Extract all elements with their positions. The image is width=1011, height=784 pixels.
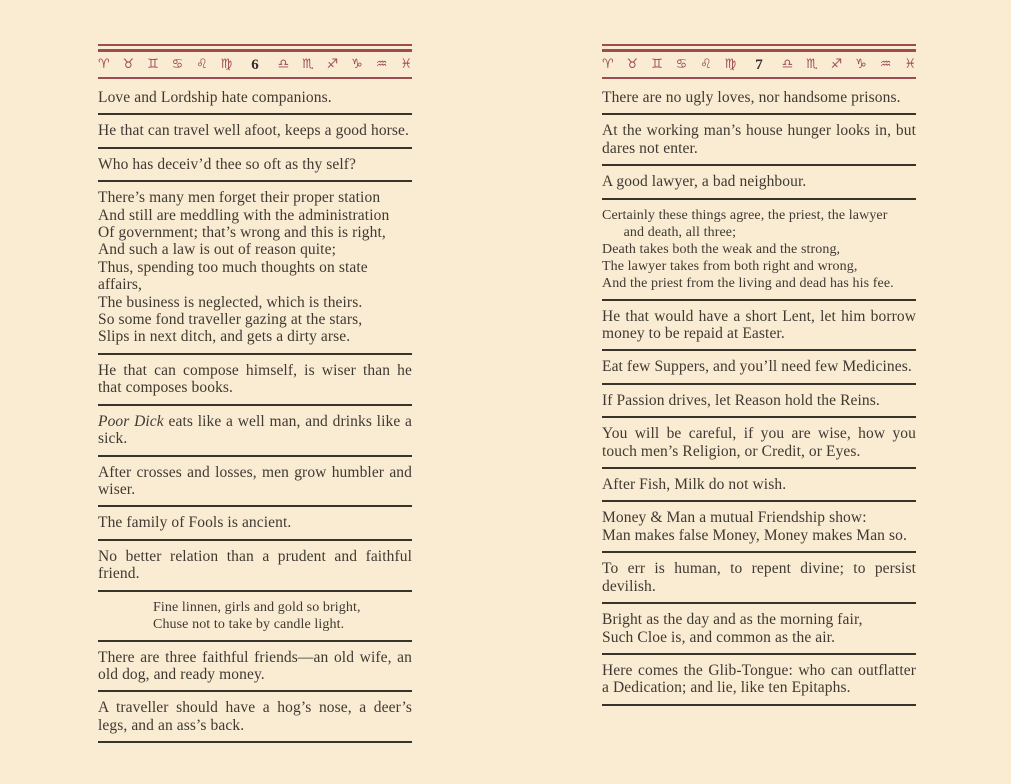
italic-phrase: Poor Dick: [98, 412, 164, 430]
verse-line: The business is neglected, which is theirs.: [98, 293, 363, 311]
verse-block: [98, 182, 412, 353]
aphorism-entry: [98, 82, 412, 115]
zodiac-ornament-icon: ♒: [879, 57, 892, 72]
aphorism-entry: [602, 469, 916, 502]
band-rule-top: [98, 44, 412, 46]
aphorism-text: Poor Dick eats like a well man, and drinks like a sick.: [98, 412, 412, 448]
aphorism-entry: [98, 115, 412, 148]
verse-block: [602, 502, 916, 551]
verse-block: [98, 592, 412, 640]
zodiac-ornament-icon: ♎: [781, 57, 794, 72]
zodiac-ornament-icon: ♈: [98, 57, 110, 72]
aphorism-entry: [98, 692, 412, 743]
verse-line: Certainly these things agree, the priest, the lawyer: [602, 207, 888, 223]
ornament-row: [602, 57, 916, 73]
verse-line: And such a law is out of reason quite;: [98, 241, 336, 259]
verse-line: Money & Man a mutual Friendship show:: [602, 509, 867, 527]
zodiac-ornament-icon: ♑: [351, 57, 363, 72]
verse-line: Slips in next ditch, and gets a dirty arse.: [98, 328, 351, 346]
aphorism-text: No better relation than a prudent and faithful friend.: [98, 547, 412, 583]
zodiac-ornament-icon: ♒: [375, 57, 388, 72]
aphorism-text: Eat few Suppers, and you’ll need few Medicines.: [602, 358, 912, 376]
aphorism-entry: [602, 655, 916, 706]
verse-line: Of government; that’s wrong and this is right,: [98, 224, 386, 242]
aphorism-text: He that can travel well afoot, keeps a good horse.: [98, 122, 410, 140]
aphorism-entry: [602, 166, 916, 199]
aphorism-entry: [602, 301, 916, 352]
aphorism-entry: [98, 457, 412, 508]
zodiac-ornament-icon: ♌: [196, 57, 208, 72]
zodiac-ornament-icon: ♍: [220, 57, 233, 72]
zodiac-ornament-icon: ♋: [675, 57, 688, 72]
aphorism-entry: [602, 82, 916, 115]
aphorism-entry: [98, 541, 412, 592]
zodiac-ornament-icon: ♊: [651, 57, 663, 72]
verse-line: The lawyer takes from both right and wrong,: [602, 258, 858, 274]
aphorism-entry: [98, 592, 412, 642]
aphorism-text: Who has deceiv’d thee so oft as thy self?: [98, 155, 357, 173]
entries-list: [98, 79, 412, 743]
aphorism-entry: [602, 115, 916, 166]
zodiac-ornament-icon: ♐: [830, 57, 843, 72]
verse-line: Death takes both the weak and the strong,: [602, 241, 841, 257]
aphorism-entry: [602, 418, 916, 469]
aphorism-entry: [98, 406, 412, 457]
aphorism-entry: [602, 351, 916, 384]
verse-line: Man makes false Money, Money makes Man so.: [602, 526, 907, 544]
page-number: 6: [251, 57, 259, 73]
aphorism-entry: [98, 149, 412, 182]
zodiac-ornament-icon: ♌: [700, 57, 712, 72]
zodiac-ornament-icon: ♈: [602, 57, 614, 72]
aphorism-text: You will be careful, if you are wise, how you touch men’s Religion, or Credit, or Eyes.: [602, 425, 916, 460]
aphorism-text: There are no ugly loves, nor handsome prisons.: [602, 89, 901, 106]
aphorism-text: After crosses and losses, men grow humbler and wiser.: [98, 463, 412, 498]
aphorism-text: Here comes the Glib-Tongue: who can outflatter a Dedication; and lie, like ten Epitaphs.: [602, 661, 916, 697]
entries-list: [602, 79, 916, 706]
zodiac-ornament-icon: ♓: [904, 57, 916, 72]
band-rule-top: [602, 44, 916, 46]
aphorism-text: He that can compose himself, is wiser than he that composes books.: [98, 361, 412, 397]
verse-line: Thus, spending too much thoughts on state affairs,: [98, 258, 372, 294]
aphorism-text: Love and Lordship hate companions.: [98, 89, 332, 106]
page-number: 7: [755, 57, 763, 73]
verse-line: Fine linnen, girls and gold so bright,: [153, 599, 361, 615]
zodiac-ornament-icon: ♑: [855, 57, 867, 72]
aphorism-text: A traveller should have a hog’s nose, a deer’s legs, and an ass’s back.: [98, 699, 412, 734]
aphorism-text: At the working man’s house hunger looks in, but dares not enter.: [602, 122, 916, 157]
band-rule-upper: [98, 49, 412, 52]
separator-rule: [98, 741, 412, 743]
zodiac-ornament-icon: ♉: [626, 57, 639, 72]
aphorism-entry: [602, 553, 916, 604]
band-rule-upper: [602, 49, 916, 52]
aphorism-text: A good lawyer, a bad neighbour.: [602, 173, 807, 191]
verse-line: And the priest from the living and dead has his fee.: [602, 275, 894, 291]
aphorism-entry: [98, 182, 412, 355]
aphorism-text: The family of Fools is ancient.: [98, 514, 292, 532]
aphorism-entry: [98, 507, 412, 540]
verse-block: [602, 200, 916, 299]
aphorism-entry: [602, 604, 916, 655]
verse-line: Bright as the day and as the morning fair,: [602, 611, 863, 629]
page-header: [602, 44, 916, 79]
verse-line: and death, all three;: [602, 224, 737, 240]
aphorism-entry: [602, 385, 916, 418]
aphorism-text: After Fish, Milk do not wish.: [602, 476, 787, 494]
verse-line: There’s many men forget their proper station: [98, 189, 381, 207]
zodiac-ornament-icon: ♊: [147, 57, 159, 72]
page-left: [98, 44, 412, 743]
aphorism-entry: [602, 502, 916, 553]
zodiac-ornament-icon: ♋: [171, 57, 184, 72]
zodiac-ornament-icon: ♍: [724, 57, 737, 72]
aphorism-text: To err is human, to repent divine; to persist devilish.: [602, 560, 916, 595]
page-right: [602, 44, 916, 706]
aphorism-entry: [98, 642, 412, 693]
verse-line: And still are meddling with the administration: [98, 206, 390, 224]
separator-rule: [602, 704, 916, 706]
aphorism-text: He that would have a short Lent, let him borrow money to be repaid at Easter.: [602, 307, 916, 343]
zodiac-ornament-icon: ♏: [806, 57, 818, 72]
aphorism-entry: [602, 200, 916, 301]
zodiac-ornament-icon: ♏: [302, 57, 314, 72]
aphorism-text: There are three faithful friends—an old wife, an old dog, and ready money.: [98, 648, 412, 683]
aphorism-text: If Passion drives, let Reason hold the Reins.: [602, 391, 880, 409]
verse-block: [602, 604, 916, 653]
aphorism-entry: [98, 355, 412, 406]
verse-line: Such Cloe is, and common as the air.: [602, 628, 836, 646]
zodiac-ornament-icon: ♓: [400, 57, 412, 72]
verse-line: Chuse not to take by candle light.: [153, 616, 345, 632]
ornament-row: [98, 57, 412, 73]
zodiac-ornament-icon: ♎: [277, 57, 290, 72]
zodiac-ornament-icon: ♐: [326, 57, 339, 72]
page-header: [98, 44, 412, 79]
zodiac-ornament-icon: ♉: [122, 57, 135, 72]
verse-line: So some fond traveller gazing at the stars,: [98, 311, 363, 329]
